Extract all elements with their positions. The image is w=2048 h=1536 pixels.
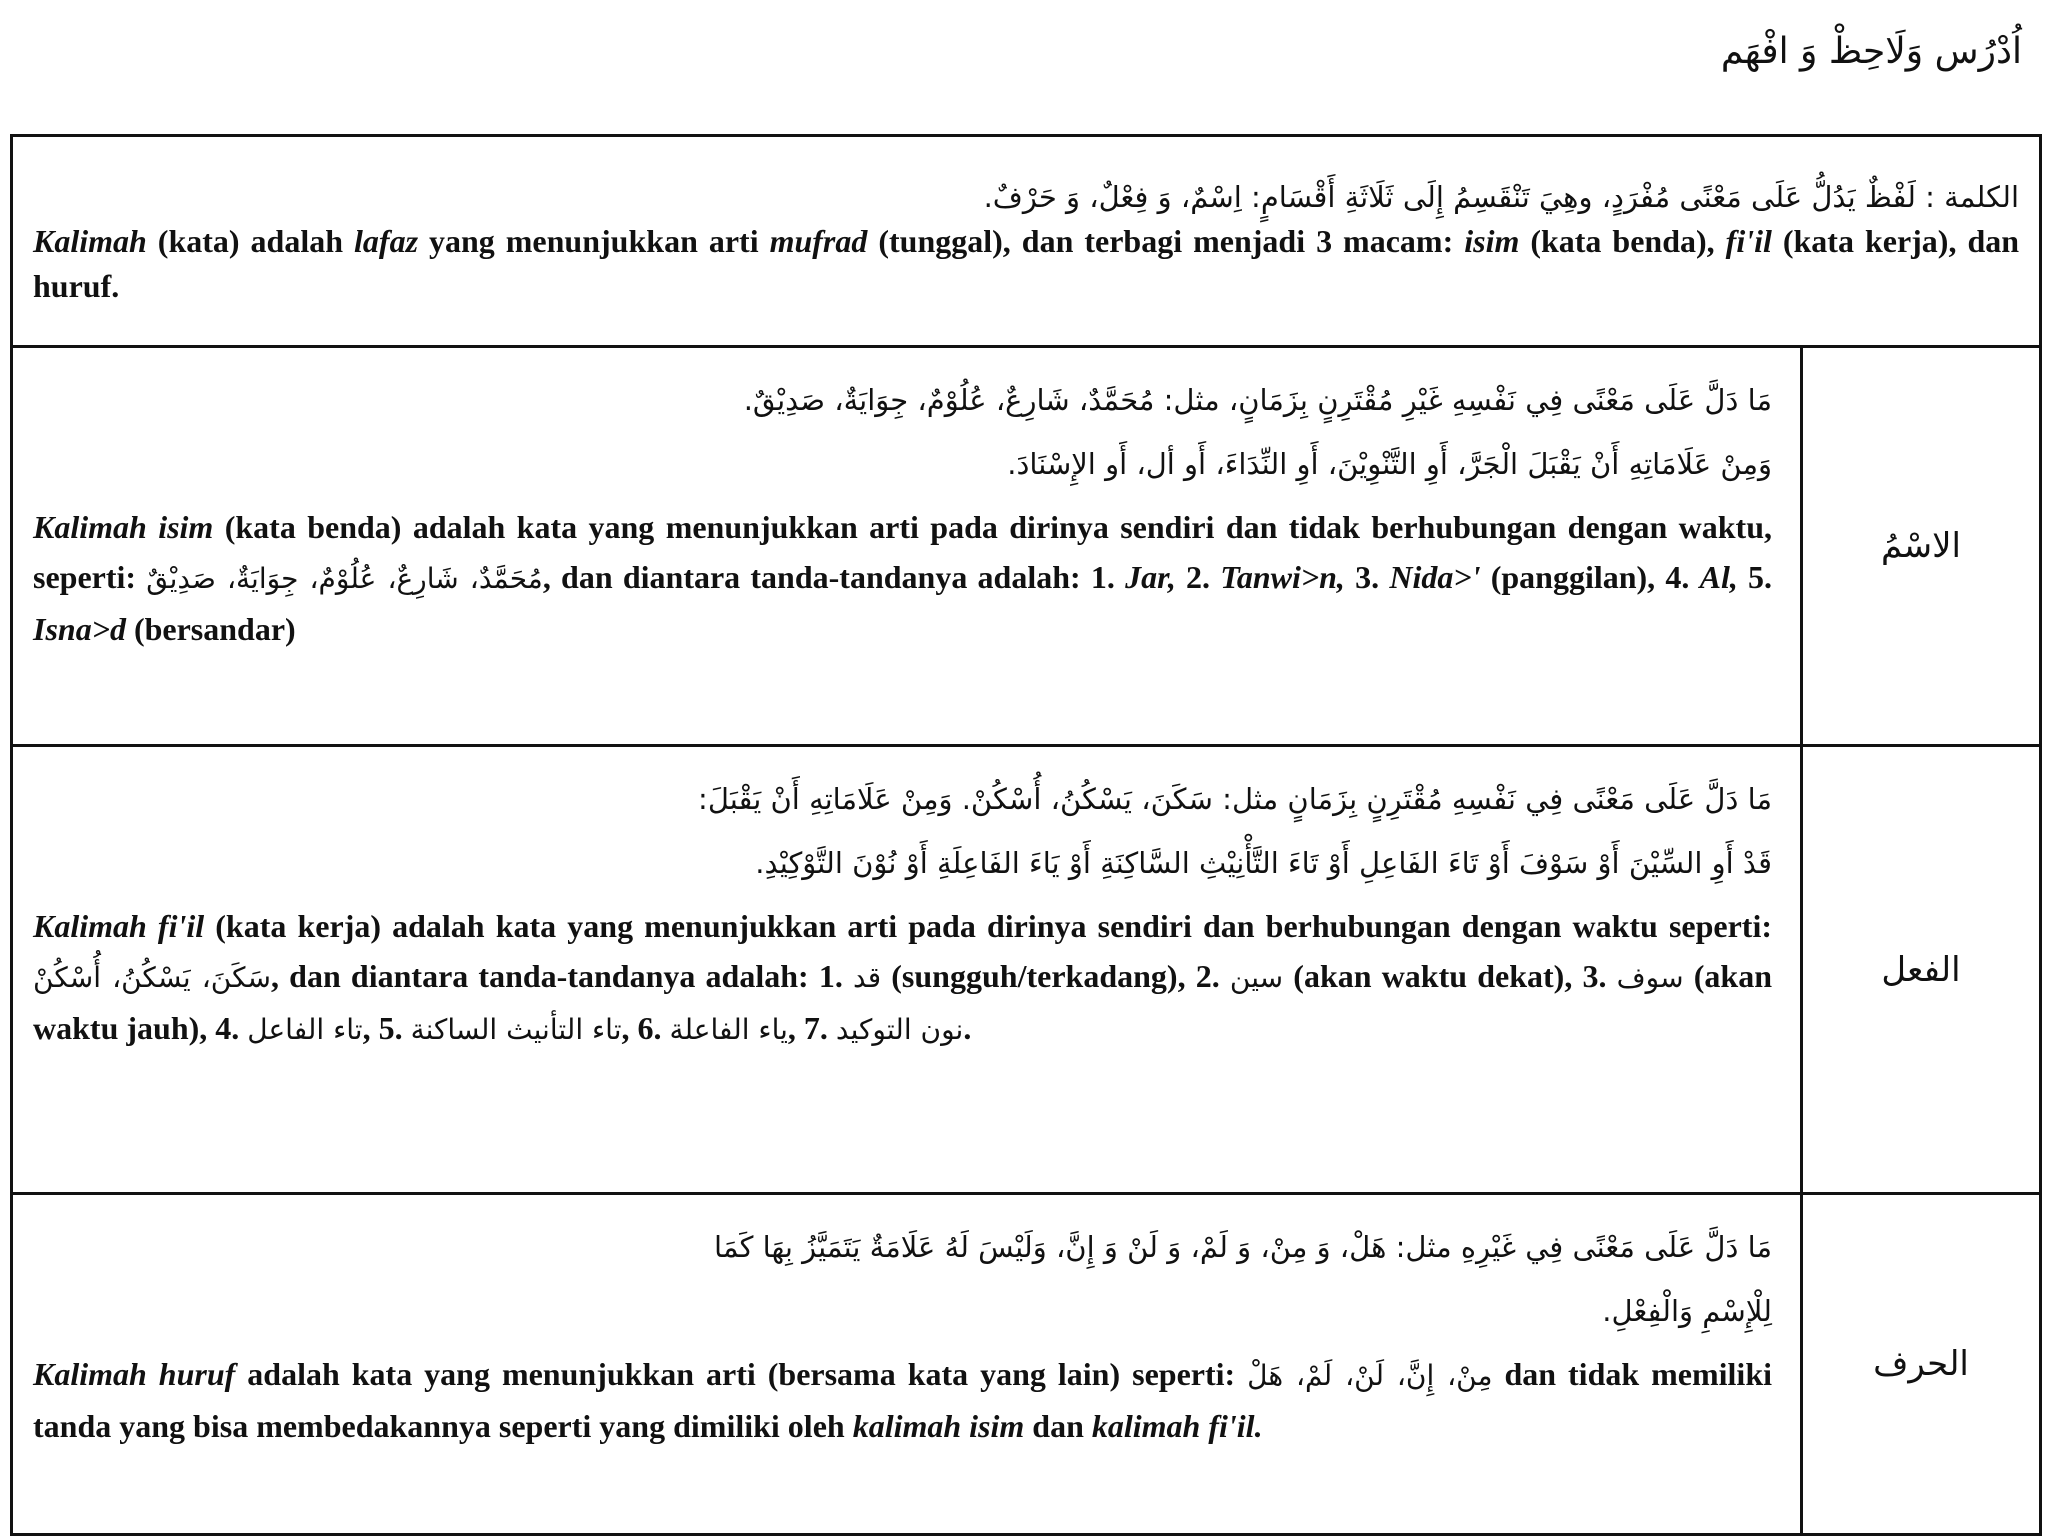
fiil-latin [33, 901, 1772, 1055]
italic-term: Isna>d [33, 611, 126, 647]
definition-latin [33, 219, 2019, 309]
huruf-latin [33, 1349, 1772, 1451]
isim-arabic-line-2: وَمِنْ عَلَامَاتِهِ أَنْ يَقْبَلَ الْجَرَّ، أَوِ التَّنْوِيْنَ، أَوِ النِّدَاءَ، أَو أل، أَو الإِسْنَادَ. [1007, 447, 1772, 481]
isim-latin [33, 502, 1772, 654]
arabic-inline: سَكَنَ، يَسْكُنُ، أُسْكُنْ [33, 961, 272, 994]
definition-row [13, 137, 2039, 348]
text-span: yang menunjukkan arti [418, 223, 770, 259]
text-span: , dan diantara tanda-tandanya adalah: 1. [542, 559, 1126, 595]
text-span: (kata) adalah [146, 223, 355, 259]
text-span: adalah kata yang menunjukkan arti (bersama kata yang lain) seperti: [235, 1356, 1248, 1392]
arabic-inline: سوف [1616, 961, 1684, 994]
text-span: dan [1024, 1408, 1092, 1444]
arabic-inline: ياء الفاعلة [669, 1013, 788, 1046]
fiil-arabic [33, 767, 1772, 895]
arabic-inline: تاء التأنيث الساكنة [410, 1013, 622, 1046]
term-fiil: fi'il [1725, 223, 1772, 259]
fiil-content [13, 747, 1803, 1192]
italic-term: kalimah isim [852, 1408, 1025, 1444]
text-span: 3. [1344, 559, 1390, 595]
arabic-inline: مُحَمَّدٌ، شَارِعٌ، عُلُوْمٌ، جِوَايَةٌ، صَدِيْقٌ [146, 562, 543, 595]
italic-term: kalimah fi'il. [1091, 1408, 1263, 1444]
text-span: 5. [1737, 559, 1773, 595]
fiil-arabic-line-1: مَا دَلَّ عَلَى مَعْنًى فِي نَفْسِهِ مُقْتَرِنٍ بِزَمَانٍ مثل: سَكَنَ، يَسْكُنُ، أُسْكُنْ. وَمِنْ عَلَامَاتِهِ أَنْ يَقْبَلَ: [698, 782, 1772, 816]
text-span: (tunggal), dan terbagi menjadi 3 macam: [867, 223, 1465, 259]
text-span: (kata kerja), dan huruf. [33, 223, 2020, 304]
huruf-content [13, 1195, 1803, 1533]
arabic-inline: نون التوكيد [835, 1013, 964, 1046]
isim-arabic-line-1: مَا دَلَّ عَلَى مَعْنًى فِي نَفْسِهِ غَيْرِ مُقْتَرِنٍ بِزَمَانٍ، مثل: مُحَمَّدٌ، شَارِعٌ، عُلُوْمٌ، جِوَايَةٌ، صَدِيْقٌ. [743, 383, 1772, 417]
term-mufrad: mufrad [769, 223, 868, 259]
page-title: اُدْرُس وَلَاحِظْ وَ افْهَم [1720, 31, 2022, 72]
text-span: dan tidak memiliki tanda yang bisa membedakannya seperti yang dimiliki oleh [33, 1356, 1773, 1444]
text-span: , 7. [787, 1010, 836, 1046]
text-span: (kata kerja) adalah kata yang menunjukkan arti pada dirinya sendiri dan berhubungan dengan waktu seperti: [204, 908, 1773, 944]
text-span: (akan waktu dekat), 3. [1283, 958, 1617, 994]
italic-term: Nida>' [1389, 559, 1481, 595]
huruf-row [13, 1195, 2039, 1533]
arabic-inline: سين [1229, 961, 1284, 994]
isim-content [13, 348, 1803, 744]
definition-arabic: الكلمة : لَفْظٌ يَدُلُّ عَلَى مَعْنًى مُفْرَدٍ، وهِيَ تَنْقَسِمُ إِلَى ثَلَاثَةِ أَقْسَامٍ: اِسْمٌ، وَ فِعْلٌ، وَ حَرْفٌ. [983, 180, 2019, 214]
fiil-row [13, 747, 2039, 1195]
arabic-inline: مِنْ، إِنَّ، لَنْ، لَمْ، هَلْ [1247, 1359, 1493, 1392]
isim-label: الاسْمُ [1881, 526, 1961, 566]
kalimah-table [10, 134, 2042, 1536]
term-isim: isim [1464, 223, 1520, 259]
fiil-label: الفعل [1881, 949, 1961, 990]
text-span: , 5. [362, 1010, 411, 1046]
text-span: 2. [1175, 559, 1221, 595]
text-span: (panggilan), 4. [1480, 559, 1700, 595]
italic-term: Tanwi>n, [1220, 559, 1345, 595]
text-span: (sungguh/terkadang), 2. [881, 958, 1230, 994]
term-lafaz: lafaz [354, 223, 419, 259]
text-span: (akan waktu jauh), 4. [33, 958, 1773, 1046]
text-span: , dan diantara tanda-tandanya adalah: 1. [271, 958, 854, 994]
isim-row [13, 348, 2039, 747]
text-span: . [963, 1010, 972, 1046]
text-span: (kata benda), [1519, 223, 1726, 259]
italic-term: Al, [1699, 559, 1738, 595]
text-span: (bersandar) [125, 611, 296, 647]
huruf-arabic [33, 1215, 1772, 1343]
arabic-inline: تاء الفاعل [247, 1013, 363, 1046]
italic-term: Kalimah fi'il [33, 908, 205, 944]
isim-arabic [33, 368, 1772, 496]
italic-term: Kalimah huruf [33, 1356, 236, 1392]
huruf-arabic-line-1: مَا دَلَّ عَلَى مَعْنًى فِي غَيْرِهِ مثل: هَلْ، وَ مِنْ، وَ لَمْ، وَ لَنْ وَ إِنَّ، وَلَيْسَ لَهُ عَلَامَةٌ يَتَمَيَّزُ بِهَا كَمَا [713, 1230, 1772, 1264]
italic-term: Kalimah isim [33, 509, 214, 545]
italic-term: Jar, [1125, 559, 1176, 595]
arabic-inline: قد [853, 961, 882, 994]
text-span: , 6. [621, 1010, 670, 1046]
fiil-arabic-line-2: قَدْ أَوِ السِّيْنَ أَوْ سَوْفَ أَوْ تَاءَ الفَاعِلِ أَوْ تَاءَ التَّأْنِيْثِ السَّاكِنَةِ أَوْ يَاءَ الفَاعِلَةِ أَوْ نُوْنَ التَّوْكِيْدِ. [755, 846, 1772, 880]
huruf-label: الحرف [1873, 1344, 1969, 1384]
term-kalimah: Kalimah [33, 223, 147, 259]
huruf-arabic-line-2: لِلْإِسْمِ وَالْفِعْلِ. [1602, 1294, 1772, 1328]
text-span: (kata benda) adalah kata yang menunjukkan arti pada dirinya sendiri dan tidak berhubungan dengan waktu, seperti: [33, 509, 1773, 595]
